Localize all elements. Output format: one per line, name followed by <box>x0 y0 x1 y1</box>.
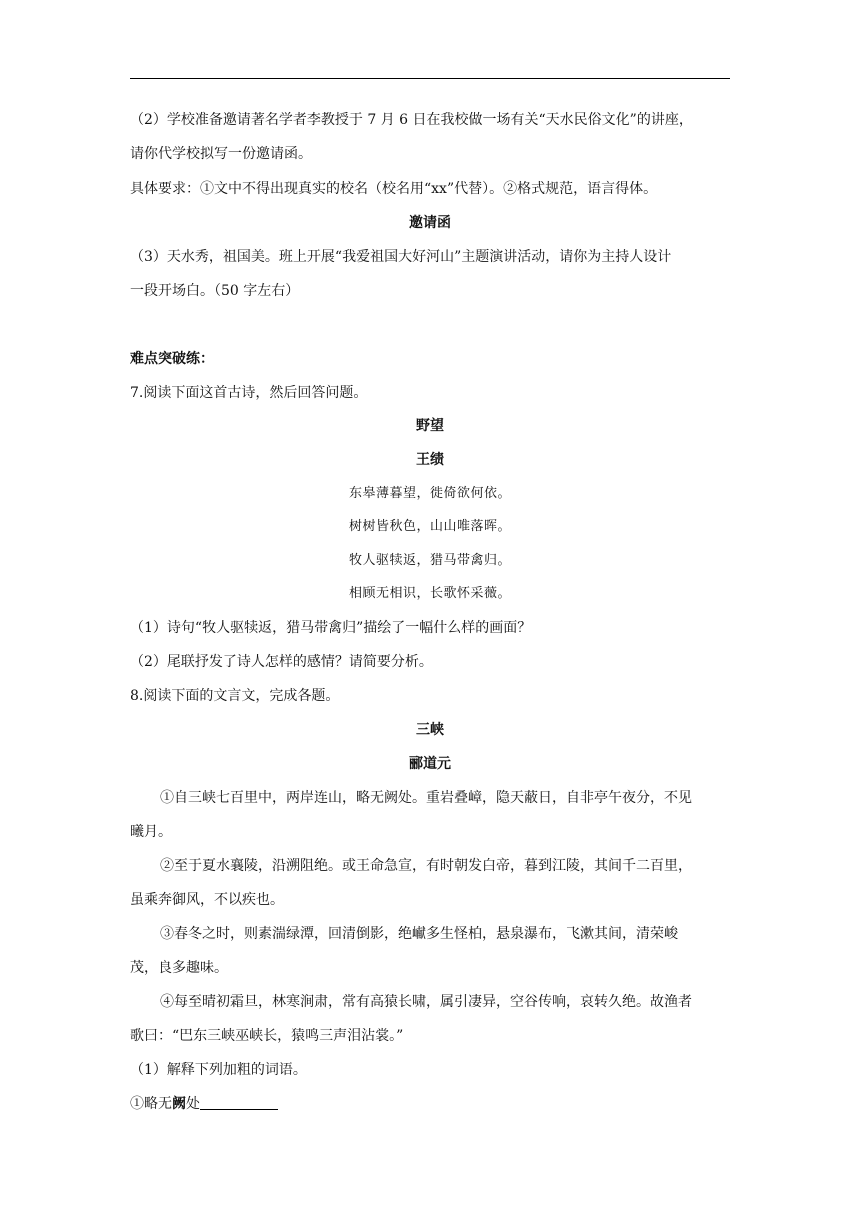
text-author: 郦道元 <box>409 756 451 772</box>
paragraph-4-line-1: ④每至晴初霜旦，林寒涧肃，常有高猿长啸，属引凄异，空谷传响，哀转久绝。故渔者 <box>160 994 692 1010</box>
invitation-title: 邀请函 <box>409 215 451 231</box>
paragraph-1-line-2: 曦月。 <box>130 824 172 840</box>
question-8: 8.阅读下面的文言文，完成各题。 <box>130 688 340 704</box>
header-rule <box>130 78 730 79</box>
poem-author: 王绩 <box>416 452 444 468</box>
poem-title: 野望 <box>416 418 444 434</box>
paragraph-3-line-2: 茂，良多趣味。 <box>130 960 228 976</box>
vocab-item-1-bold-word: 阙 <box>172 1096 186 1112</box>
vocab-item-1-prefix: ①略无 <box>130 1096 172 1112</box>
requirements-line: 具体要求：①文中不得出现真实的校名（校名用“xx”代替）。②格式规范，语言得体。 <box>130 181 658 197</box>
question-8-1: （1）解释下列加粗的词语。 <box>130 1062 307 1078</box>
vocab-item-1 <box>130 1094 732 1114</box>
question-7: 7.阅读下面这首古诗，然后回答问题。 <box>130 385 368 401</box>
poem-line-2: 树树皆秋色，山山唯落晖。 <box>348 519 511 534</box>
question-7-1: （1）诗句“牧人驱犊返，猎马带禽归”描绘了一幅什么样的画面？ <box>130 620 532 636</box>
poem-line-1: 东皋薄暮望，徙倚欲何依。 <box>348 486 511 501</box>
answer-blank[interactable] <box>200 1094 278 1110</box>
question-3-line-2: 一段开场白。（50 字左右） <box>130 283 300 299</box>
paragraph-1-line-1: ①自三峡七百里中，两岸连山，略无阙处。重岩叠嶂，隐天蔽日，自非亭午夜分，不见 <box>160 790 692 806</box>
poem-line-4: 相顾无相识，长歌怀采薇。 <box>348 586 511 601</box>
paragraph-2-line-2: 虽乘奔御风，不以疾也。 <box>130 892 284 908</box>
paragraph-2-line-1: ②至于夏水襄陵，沿溯阻绝。或王命急宣，有时朝发白帝，暮到江陵，其间千二百里， <box>160 858 692 874</box>
paragraph-3-line-1: ③春冬之时，则素湍绿潭，回清倒影，绝𪩘多生怪柏，悬泉瀑布，飞漱其间，清荣峻 <box>160 926 678 942</box>
question-2-line-2: 请你代学校拟写一份邀请函。 <box>130 146 312 162</box>
question-3-line-1: （3）天水秀，祖国美。班上开展“我爱祖国大好河山”主题演讲活动，请你为主持人设计 <box>130 249 672 265</box>
question-2-line-1: （2）学校准备邀请著名学者李教授于 7 月 6 日在我校做一场有关“天水民俗文化”的讲座， <box>130 112 693 128</box>
question-7-2: （2）尾联抒发了诗人怎样的感情？请简要分析。 <box>130 654 433 670</box>
paragraph-4-line-2: 歌曰：“巴东三峡巫峡长，猿鸣三声泪沾裳。” <box>130 1028 404 1044</box>
text-title: 三峡 <box>416 722 444 738</box>
poem-line-3: 牧人驱犊返，猎马带禽归。 <box>348 553 511 568</box>
section-heading: 难点突破练： <box>130 351 214 367</box>
vocab-item-1-suffix: 处 <box>186 1096 200 1112</box>
